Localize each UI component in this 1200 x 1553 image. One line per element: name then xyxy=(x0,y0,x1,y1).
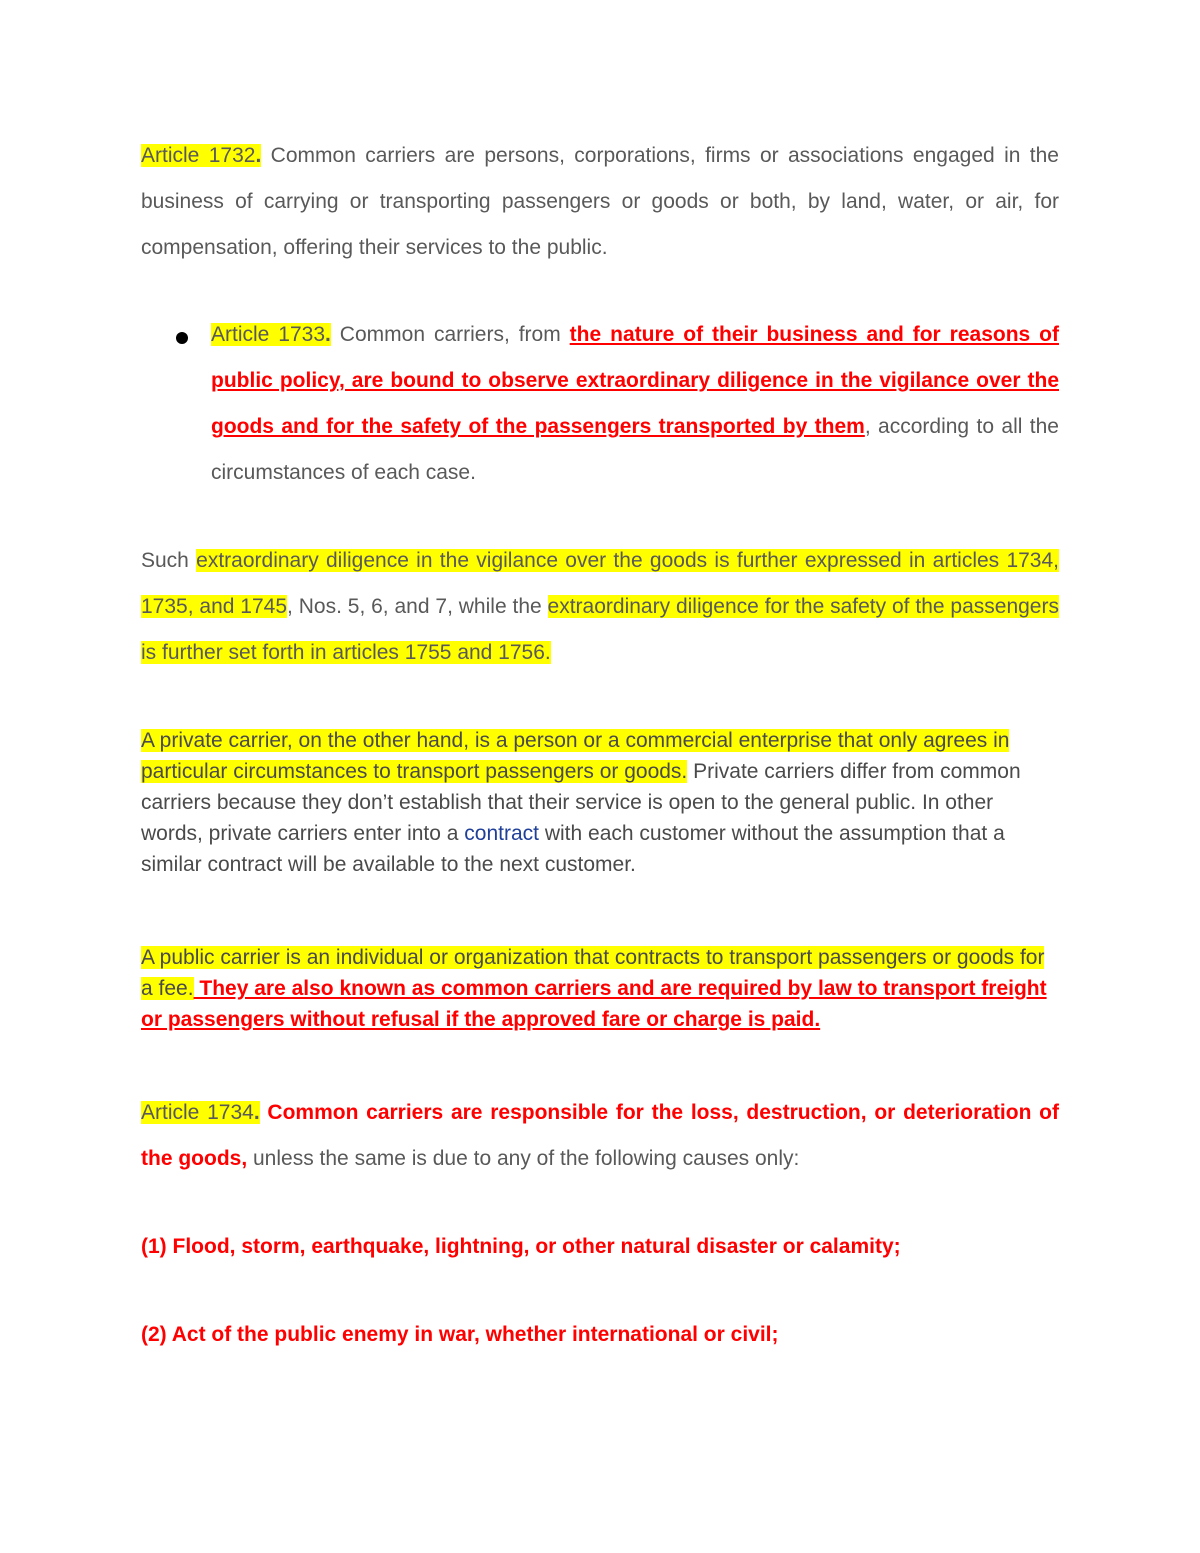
paragraph-text: Common carriers, from xyxy=(330,323,570,346)
paragraph-article-1732 xyxy=(141,133,1059,271)
paragraph-article-1734 xyxy=(141,1090,1059,1182)
article-number-highlight: Article 1732 xyxy=(141,144,256,167)
bullet-icon xyxy=(176,332,188,344)
paragraph-text: , according to all the circumstances of each case. xyxy=(211,415,1059,484)
cause-item-1: (1) Flood, storm, earthquake, lightning, or other natural disaster or calamity; xyxy=(141,1235,901,1258)
article-period: . xyxy=(325,323,331,346)
paragraph-text: Private carriers differ from common carriers because they don’t establish that their service is open to the general public. In other words, private carriers enter into a xyxy=(141,760,1021,845)
highlighted-text: extraordinary diligence in the vigilance over the goods is further expressed in articles 1734, 1735, and 1745 xyxy=(141,549,1060,618)
article-period: . xyxy=(255,144,262,167)
paragraph-text: Common carriers are persons, corporations, firms or associations engaged in the business of carrying or transporting passengers or goods or both, by land, water, or air, for compensation, offering their services to the public. xyxy=(141,144,1059,259)
paragraph-text: , Nos. 5, 6, and 7, while the xyxy=(287,595,548,618)
paragraph-text: Such xyxy=(141,549,197,572)
emphasized-text: the nature of their business and for reasons of public policy, are bound to observe extraordinary diligence in the vigilance over the goods and for the safety of the passengers transported by them xyxy=(211,323,1059,438)
cause-item-2: (2) Act of the public enemy in war, whether international or civil; xyxy=(141,1323,779,1346)
highlighted-text: A public carrier is an individual or organization that contracts to transport passengers or goods for a fee. xyxy=(141,946,1045,1000)
article-period: . xyxy=(253,1101,260,1124)
article-number-highlight: Article 1734 xyxy=(141,1101,254,1124)
paragraph-extraordinary-diligence xyxy=(141,538,1059,676)
contract-link[interactable]: contract xyxy=(464,822,539,845)
paragraph-article-1733 xyxy=(211,312,1059,496)
paragraph-private-carrier xyxy=(141,725,1031,880)
highlighted-text: extraordinary diligence for the safety of the passengers is further set forth in articles 1755 and 1756. xyxy=(141,595,1059,664)
article-number-highlight: Article 1733 xyxy=(211,323,326,346)
paragraph-text: unless the same is due to any of the following causes only: xyxy=(247,1147,800,1170)
paragraph-text: with each customer without the assumption that a similar contract will be available to the next customer. xyxy=(141,822,1005,876)
paragraph-public-carrier xyxy=(141,942,1053,1035)
highlighted-text: A private carrier, on the other hand, is a person or a commercial enterprise that only agrees in particular circumstances to transport passengers or goods. xyxy=(141,729,1010,783)
emphasized-text: They are also known as common carriers and are required by law to transport freight or passengers without refusal if the approved fare or charge is paid. xyxy=(141,977,1047,1031)
emphasized-text: Common carriers are responsible for the loss, destruction, or deterioration of the goods, xyxy=(141,1101,1059,1170)
